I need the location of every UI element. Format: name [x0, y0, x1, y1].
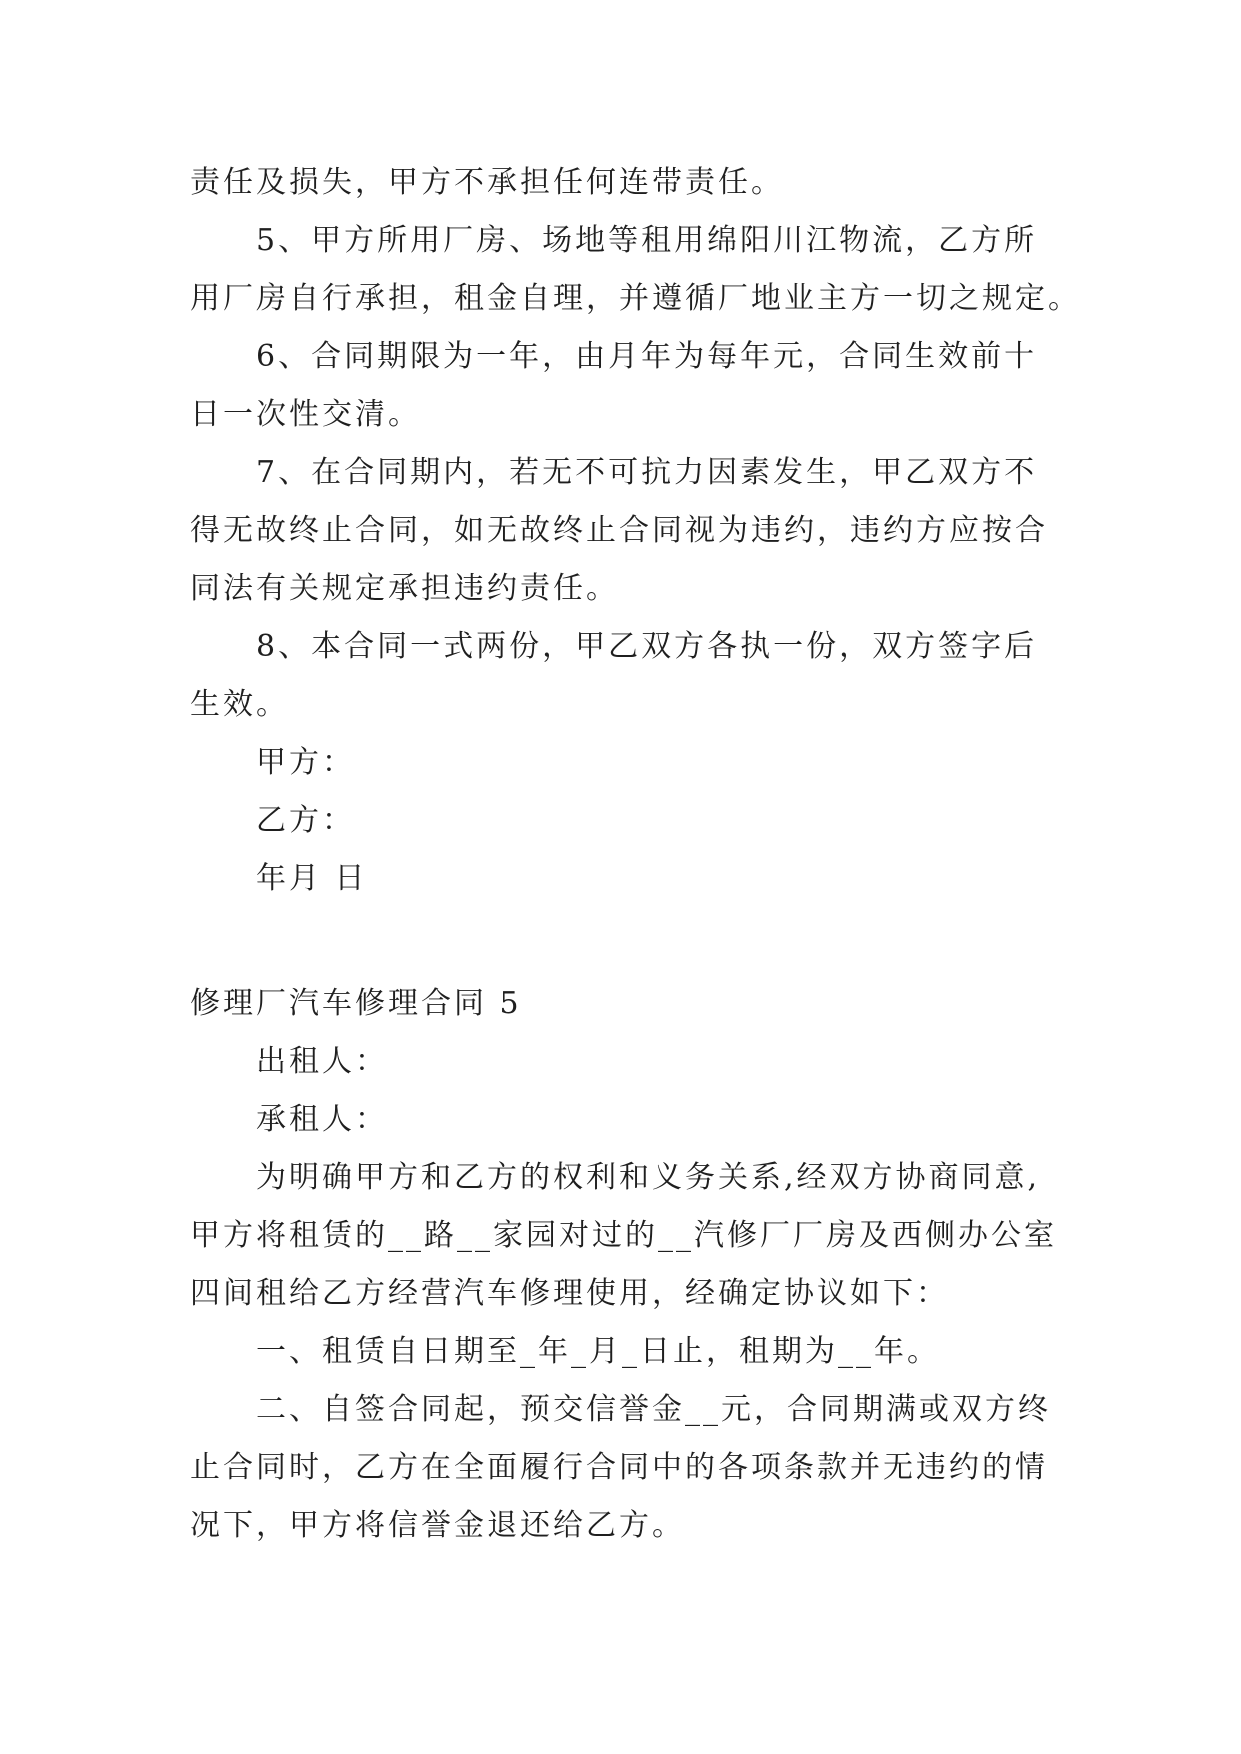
paragraph-line: 止合同时，乙方在全面履行合同中的各项条款并无违约的情	[190, 1450, 1048, 1485]
section-title: 修理厂汽车修理合同 5	[190, 986, 522, 1021]
clause-1-line: 一、租赁自日期至_年_月_日止，租期为__年。	[256, 1334, 940, 1369]
party-a-signature-line: 甲方：	[256, 745, 355, 780]
party-b-signature-line: 乙方：	[256, 803, 355, 838]
paragraph-line: 用厂房自行承担，租金自理，并遵循厂地业主方一切之规定。	[190, 281, 1081, 316]
preamble-line: 为明确甲方和乙方的权利和义务关系,经双方协商同意,	[256, 1160, 1041, 1195]
paragraph-line: 四间租给乙方经营汽车修理使用，经确定协议如下：	[190, 1276, 949, 1311]
paragraph-line: 责任及损失，甲方不承担任何连带责任。	[190, 165, 784, 200]
contract-continuation	[190, 154, 1081, 908]
paragraph-line: 得无故终止合同，如无故终止合同视为违约，违约方应按合	[190, 513, 1048, 548]
contract-5	[190, 975, 1060, 1555]
paragraph-line: 甲方将租赁的__路__家园对过的__汽修厂厂房及西侧办公室	[190, 1218, 1057, 1253]
clause-6-line: 6、合同期限为一年，由月年为每年元，合同生效前十	[256, 339, 1038, 374]
date-line: 年月 日	[256, 861, 368, 896]
clause-7-line: 7、在合同期内，若无不可抗力因素发生，甲乙双方不	[256, 455, 1038, 490]
paragraph-line: 况下，甲方将信誉金退还给乙方。	[190, 1508, 685, 1543]
paragraph-line: 生效。	[190, 687, 289, 722]
lessor-line: 出租人：	[256, 1044, 388, 1079]
paragraph-line: 同法有关规定承担违约责任。	[190, 571, 619, 606]
clause-8-line: 8、本合同一式两份，甲乙双方各执一份，双方签字后	[256, 629, 1038, 664]
paragraph-line: 日一次性交清。	[190, 397, 421, 432]
lessee-line: 承租人：	[256, 1102, 388, 1137]
clause-2-line: 二、自签合同起，预交信誉金__元，合同期满或双方终	[256, 1392, 1051, 1427]
clause-5-line: 5、甲方所用厂房、场地等租用绵阳川江物流，乙方所	[256, 223, 1038, 258]
